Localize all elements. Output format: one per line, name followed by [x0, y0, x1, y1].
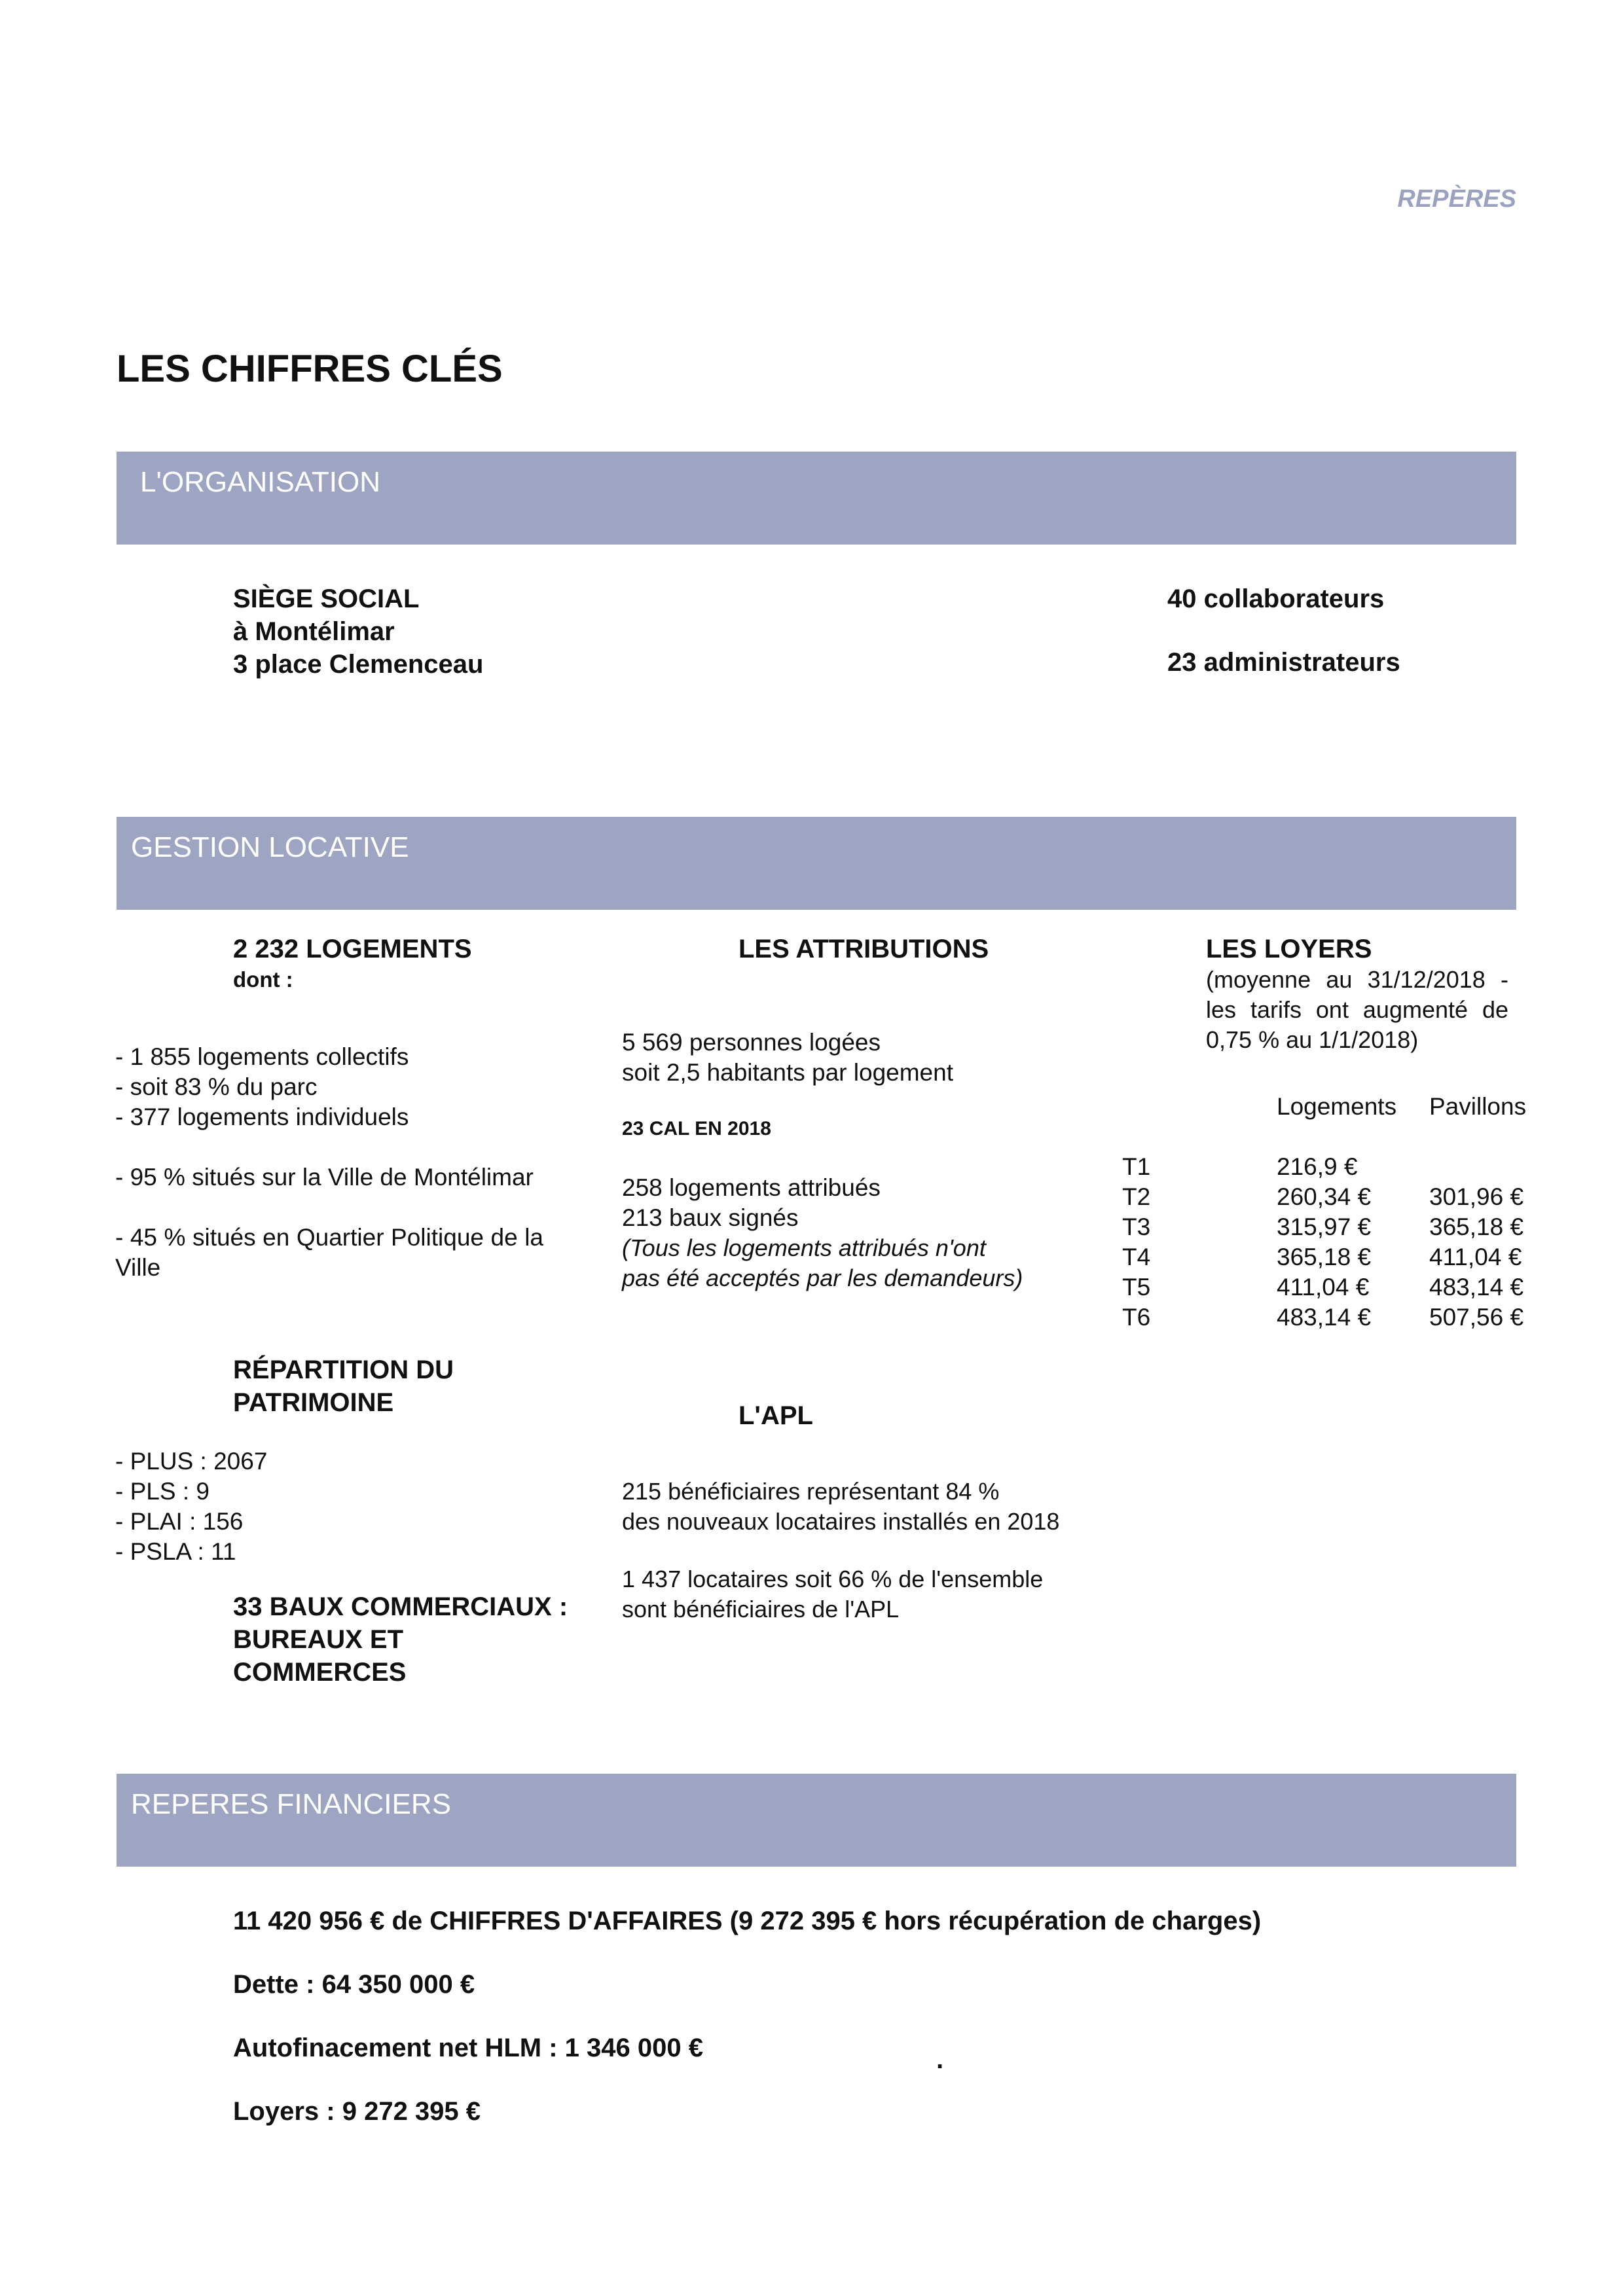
cell-pavillons: 301,96 € [1429, 1183, 1524, 1210]
logements-list [115, 1042, 409, 1132]
text-line: 215 bénéficiaires représentant 84 % [622, 1478, 1000, 1505]
collaborateurs: 40 collaborateurs [1167, 584, 1385, 613]
cell-type: T1 [1122, 1153, 1151, 1180]
text-line: pas été acceptés par les demandeurs) [622, 1265, 1023, 1291]
siege-line: SIÈGE SOCIAL [233, 584, 420, 613]
heading-line: 33 BAUX COMMERCIAUX : [233, 1592, 568, 1621]
chiffre-affaires: 11 420 956 € de CHIFFRES D'AFFAIRES (9 272 395 € hors récupération de charges) [233, 1907, 1262, 1935]
band-label: GESTION LOCATIVE [131, 831, 409, 863]
cell-logements: 411,04 € [1277, 1274, 1370, 1300]
col-pavillons: Pavillons [1429, 1093, 1527, 1120]
text-line: 5 569 personnes logées [622, 1029, 881, 1056]
cell-type: T5 [1122, 1274, 1151, 1300]
list-item: - 1 855 logements collectifs [115, 1043, 409, 1070]
heading-line: RÉPARTITION DU [233, 1355, 454, 1384]
text-line: 258 logements attribués [622, 1174, 881, 1201]
baux-commerciaux [233, 1590, 568, 1689]
cell-logements: 216,9 € [1277, 1153, 1358, 1180]
logements-qpv-line2: Ville [115, 1254, 161, 1281]
band-reperes-financiers [117, 1774, 1516, 1867]
cell-logements: 315,97 € [1277, 1213, 1372, 1240]
band-label: REPERES FINANCIERS [131, 1788, 451, 1820]
col-logements: Logements [1277, 1093, 1397, 1120]
text-line: des nouveaux locataires installés en 2018 [622, 1508, 1060, 1535]
cell-type: T2 [1122, 1183, 1151, 1210]
text-line: sont bénéficiaires de l'APL [622, 1596, 900, 1623]
attributions-block2 [622, 1173, 881, 1233]
attributions-note [622, 1233, 1023, 1293]
text-line: les tarifs ont augmenté de [1206, 996, 1508, 1023]
attributions-block1 [622, 1028, 953, 1088]
text-line: (moyenne au 31/12/2018 - [1206, 966, 1508, 993]
logements-qpv-line1: - 45 % situés en Quartier Politique de la [115, 1224, 543, 1251]
page-title: LES CHIFFRES CLÉS [117, 348, 503, 390]
cell-type: T4 [1122, 1244, 1151, 1270]
list-item: - PLS : 9 [115, 1478, 210, 1505]
cell-pavillons: 365,18 € [1429, 1213, 1524, 1240]
cell-type: T3 [1122, 1213, 1151, 1240]
dette: Dette : 64 350 000 € [233, 1970, 475, 1999]
loyers-total: Loyers : 9 272 395 € [233, 2097, 481, 2126]
siege-line: 3 place Clemenceau [233, 650, 484, 679]
loyers-note [1206, 965, 1508, 1055]
band-gestion-locative [117, 817, 1516, 910]
list-item: - 377 logements individuels [115, 1103, 409, 1130]
cell-logements: 260,34 € [1277, 1183, 1372, 1210]
text-line: 1 437 locataires soit 66 % de l'ensemble [622, 1566, 1044, 1592]
apl-block2 [622, 1564, 1043, 1624]
stray-dot: . [936, 2045, 944, 2074]
cell-pavillons: 483,14 € [1429, 1274, 1524, 1300]
cal-label: 23 CAL EN 2018 [622, 1118, 771, 1139]
list-item: - PSLA : 11 [115, 1538, 236, 1565]
siege-line: à Montélimar [233, 617, 395, 646]
text-line: (Tous les logements attribués n'ont [622, 1234, 986, 1261]
heading-line: PATRIMOINE [233, 1388, 394, 1417]
band-label: L'ORGANISATION [140, 466, 380, 498]
logements-sub: dont : [233, 967, 293, 992]
text-line: 0,75 % au 1/1/2018) [1206, 1026, 1419, 1053]
text-line: 213 baux signés [622, 1204, 799, 1231]
band-organisation [117, 452, 1516, 545]
apl-block1 [622, 1477, 1059, 1537]
list-item: - soit 83 % du parc [115, 1073, 318, 1100]
logements-heading: 2 232 LOGEMENTS [233, 935, 472, 963]
administrateurs: 23 administrateurs [1167, 648, 1400, 677]
cell-type: T6 [1122, 1304, 1151, 1331]
attributions-heading: LES ATTRIBUTIONS [739, 935, 989, 963]
cell-logements: 483,14 € [1277, 1304, 1372, 1331]
heading-line: COMMERCES [233, 1658, 407, 1687]
list-item: - PLAI : 156 [115, 1508, 244, 1535]
cell-pavillons: 507,56 € [1429, 1304, 1524, 1331]
cell-pavillons: 411,04 € [1429, 1244, 1522, 1270]
text-line: soit 2,5 habitants par logement [622, 1059, 953, 1086]
apl-heading: L'APL [739, 1401, 813, 1430]
heading-line: BUREAUX ET [233, 1625, 404, 1654]
section-tag: REPÈRES [1397, 185, 1516, 213]
repartition-list [115, 1446, 267, 1567]
repartition-heading [233, 1354, 454, 1419]
logements-montelimar: - 95 % situés sur la Ville de Montélimar [115, 1164, 534, 1191]
cell-logements: 365,18 € [1277, 1244, 1372, 1270]
autofinancement: Autofinacement net HLM : 1 346 000 € [233, 2034, 703, 2062]
list-item: - PLUS : 2067 [115, 1448, 268, 1475]
siege-social [233, 583, 483, 681]
loyers-heading: LES LOYERS [1206, 935, 1372, 963]
